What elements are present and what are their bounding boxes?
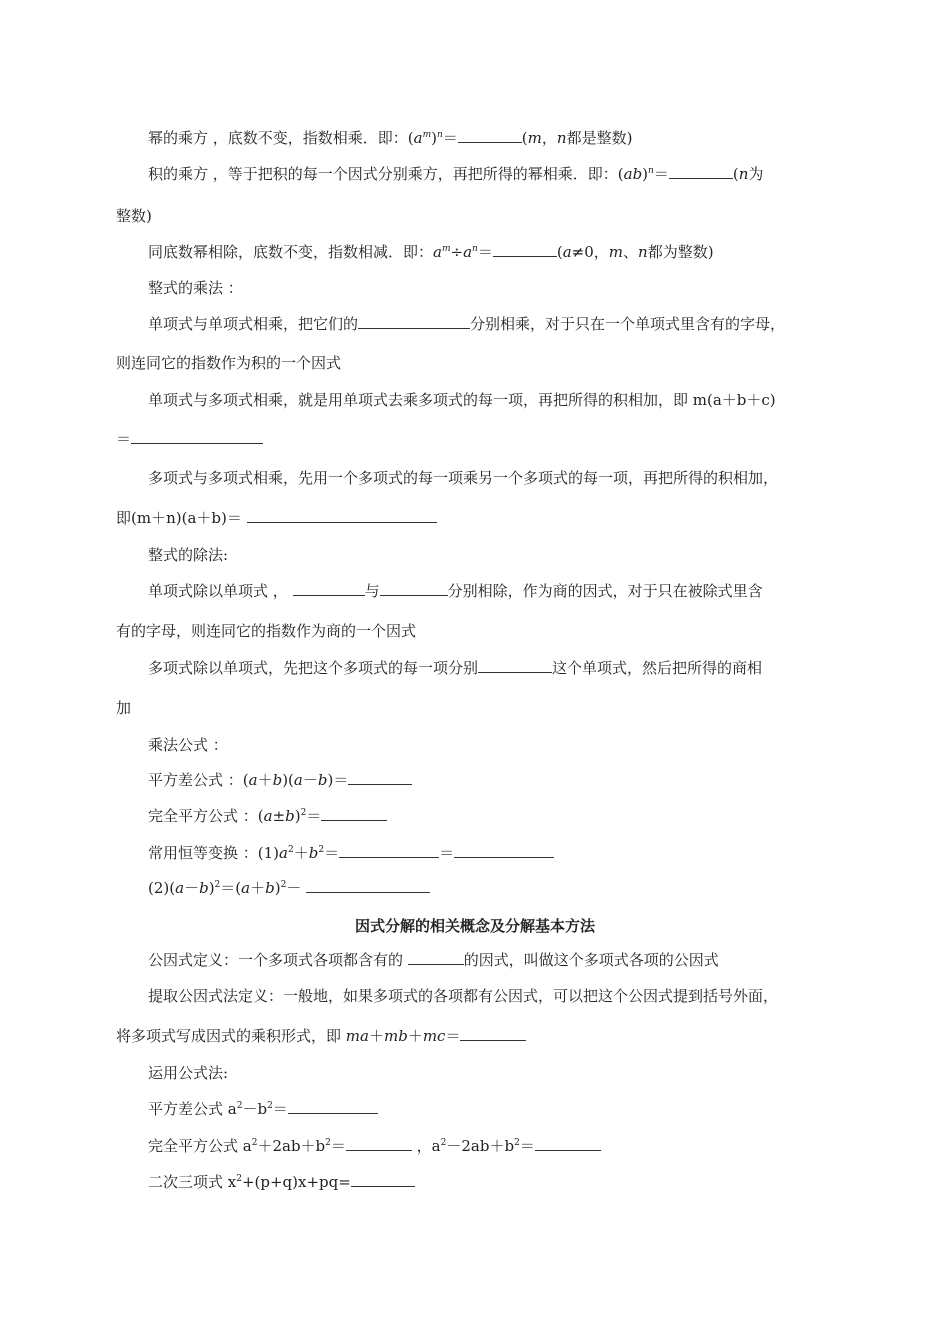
identity-2: $(2)(a-b)^2=(a+b)^2-$ bbox=[148, 878, 430, 898]
common-factor-definition: 公因式定义：一个多项式各项都含有的 的因式，叫做这个多项式各项的公因式 bbox=[148, 951, 719, 969]
fill-blank[interactable] bbox=[408, 950, 464, 965]
fill-blank[interactable] bbox=[669, 164, 733, 179]
fill-blank[interactable] bbox=[293, 581, 365, 596]
fill-blank[interactable] bbox=[348, 770, 412, 785]
section-heading: 因式分解的相关概念及分解基本方法 bbox=[354, 917, 595, 935]
formula-method: 运用公式法: bbox=[148, 1064, 229, 1082]
mono-times-mono-cont: 则连同它的指数作为积的一个因式 bbox=[116, 354, 342, 372]
section-multiplication: 整式的乘法 ： bbox=[148, 279, 243, 297]
fill-blank[interactable] bbox=[247, 508, 437, 523]
mono-times-poly: 单项式与多项式相乘，就是用单项式去乘多项式的每一项，再把所得的积相加，即 m(a＋b＋c) bbox=[148, 391, 776, 409]
fill-blank[interactable] bbox=[493, 242, 557, 257]
fill-blank[interactable] bbox=[478, 658, 552, 673]
perfect-square: 完全平方公式 ：$(a\pm b)^2=$ bbox=[148, 806, 387, 826]
factor-out-definition: 提取公因式法定义：一般地，如果多项式的各项都有公因式，可以把这个公因式提到括号外面， bbox=[148, 987, 779, 1005]
factor-out-definition-cont: 将多项式写成因式的乘积形式，即 ma＋mb＋mc＝ bbox=[116, 1026, 526, 1046]
fill-blank[interactable] bbox=[306, 878, 430, 893]
mono-div-mono: 单项式除以单项式 ， 与 分别相除，作为商的因式，对于只在被除式里含 bbox=[148, 582, 763, 600]
fill-blank[interactable] bbox=[351, 1172, 415, 1187]
fill-blank[interactable] bbox=[358, 314, 470, 329]
quadratic-trinomial: 二次三项式 $x^2+(p+q)x+pq=$ bbox=[148, 1172, 415, 1192]
identity-1: 常用恒等变换 ：$(1)a^2+b^2=$ ＝ bbox=[148, 843, 554, 863]
section-division: 整式的除法: bbox=[148, 546, 229, 564]
fill-blank[interactable] bbox=[535, 1136, 601, 1151]
mono-div-mono-cont: 有的字母，则连同它的指数作为商的一个因式 bbox=[116, 622, 417, 640]
factor-difference-of-squares: 平方差公式 $a^2-b^2=$ bbox=[148, 1099, 378, 1119]
difference-of-squares: 平方差公式 ：(a＋b)(a－b)＝ bbox=[148, 770, 412, 790]
factor-perfect-square: 完全平方公式 $a^2+2ab+b^2=$ ，$a^2-2ab+b^2=$ bbox=[148, 1136, 601, 1156]
poly-times-poly-cont: 即(m＋n)(a＋b)＝ bbox=[116, 508, 437, 528]
power-of-product-rule-cont: 整数) bbox=[116, 207, 152, 225]
fill-blank[interactable] bbox=[131, 429, 263, 444]
fill-blank[interactable] bbox=[454, 843, 554, 858]
fill-blank[interactable] bbox=[288, 1099, 378, 1114]
fill-blank[interactable] bbox=[458, 128, 522, 143]
poly-div-mono: 多项式除以单项式，先把这个多项式的每一项分别 这个单项式，然后把所得的商相 bbox=[148, 659, 763, 677]
poly-times-poly: 多项式与多项式相乘，先用一个多项式的每一项乘另一个多项式的每一项，再把所得的积相加， bbox=[148, 469, 779, 487]
power-of-product-rule: 积的乘方 ，等于把积的每一个因式分别乘方，再把所得的幂相乘．即：(ab)$^n$＝ (n为 bbox=[148, 165, 764, 183]
quotient-of-powers-rule: 同底数幂相除，底数不变，指数相减．即：$a^m\div a^n= (a\ne 0$，m、n都为整数) bbox=[148, 243, 714, 261]
mono-times-poly-cont: ＝ bbox=[116, 429, 263, 449]
mono-times-mono: 单项式与单项式相乘，把它们的 分别相乘，对于只在一个单项式里含有的字母， bbox=[148, 315, 786, 333]
fill-blank[interactable] bbox=[339, 843, 439, 858]
fill-blank[interactable] bbox=[321, 806, 387, 821]
section-formulas: 乘法公式 ： bbox=[148, 736, 228, 754]
fill-blank[interactable] bbox=[346, 1136, 412, 1151]
poly-div-mono-cont: 加 bbox=[116, 699, 132, 717]
power-of-power-rule: 幂的乘方 ，底数不变，指数相乘．即：$(a^m)^n= (m$，n都是整数) bbox=[148, 129, 633, 147]
fill-blank[interactable] bbox=[380, 581, 448, 596]
fill-blank[interactable] bbox=[460, 1026, 526, 1041]
